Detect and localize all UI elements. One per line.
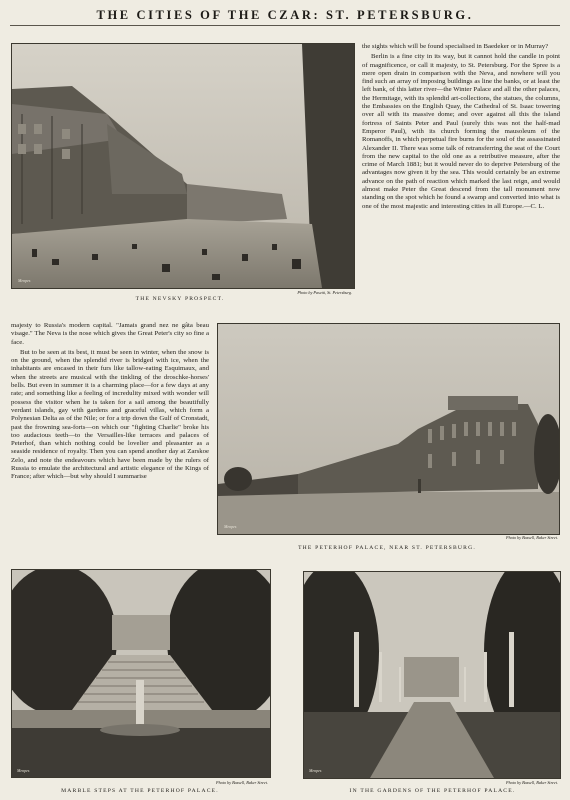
peterhof-caption: THE PETERHOF PALACE, NEAR ST. PETERSBURG. [298, 545, 476, 551]
article-left-column [11, 322, 209, 562]
nevsky-caption: THE NEVSKY PROSPECT. [135, 296, 225, 302]
gardens-credit: Photo by Bassell, Baker Street. [506, 780, 558, 785]
article-paragraph: Berlin is a fine city in its way, but it cannot hold the candle in point of magnificence, or call it majesty, to St. Petersburg. For the Spree is a mere open drain in comparison with the Neva, and nowhere will you find such an array of imposing buildings as line the banks, or at least the left bank, of this latter river—the Winter Palace and all the other palaces, the Hermitage, with its splendid art-collections, the statues, the columns, the Embassies on the English Quay, the Cathedral of St. Isaac towering over all with its massive dome; and over against all this the island fortress of Saints Peter and Paul (surely this was not the half-mad Emperor Paul), with its church forming the mausoleum of the Romanoffs, in which perpetual fire burns for the soul of the assassinated Alexander II. There was some talk of retransferring the seat of the Court from the new capital to the old one as a retributive measure, after the crime of March 1881; but it would never do to deprive Petersburg of the advantages now given it by the sea. This would certainly be an extreme advance on the path of reaction which marked the last reign, and would almost make Peter the Great descend from the tall monument now standing on the spot which he found a swamp and converted into what is one of the most majestic and interesting cities in all Europe.—C. L. [362, 53, 560, 210]
nevsky-credit: Photo by Pasetti, St. Petersburg. [297, 290, 352, 295]
nevsky-prospect-photo [11, 43, 355, 289]
svg-text:Menpes: Menpes [224, 524, 237, 529]
article-paragraph: But to be seen at its best, it must be seen in winter, when the snow is on the ground, when the splendid river is bridged with ice, when the inhabitants are encased in their furs like tallow-eating Esquimaux, and when the streets are musical with the tinkling of the droschke-horses' bells. But even in summer it is a charming place—for a few days at any rate; and something like a feeling of incredulity mixed with wonder will possess the visitor when he is taken for a sail among the beautifully verdant islands, gay with gardens and graceful villas, which form a Polynesian Delta as of the Nile; or for a trip down the Gulf of Cronstadt, past the frowning sea-forts—on which our "fighting Charlie" broke his too audacious teeth—to the Versailles-like terraces and palaces of Peterhof, than which nothing could be lovelier and pleasanter as a seaside residence of royalty. Then you can spend another day at Zarskoe Zelo, and note the endeavours which have been made by the rulers of Russia to emulate the architectural and artistic elegance of the Kings of France; after which—but why should I summarise [11, 348, 209, 481]
gardens-photo [303, 571, 561, 779]
peterhof-palace-photo [217, 323, 560, 535]
steps-caption: MARBLE STEPS AT THE PETERHOF PALACE. [61, 788, 219, 794]
gardens-caption: IN THE GARDENS OF THE PETERHOF PALACE. [349, 788, 516, 794]
svg-text:Menpes: Menpes [309, 768, 322, 773]
peterhof-credit: Photo by Bassell, Baker Street. [506, 535, 558, 540]
header-rule [10, 25, 560, 26]
article-paragraph: majesty to Russia's modern capital. "Jamais grand nez ne gâta beau visage." The Neva is the nose which gives the Great Peter's city so fine a face. [11, 322, 209, 346]
article-right-column [362, 43, 560, 293]
article-paragraph: the sights which will be found specialised in Baedeker or in Murray? [362, 43, 549, 50]
svg-text:Menpes: Menpes [17, 768, 30, 773]
steps-credit: Photo by Bassell, Baker Street. [216, 780, 268, 785]
marble-steps-photo [11, 569, 271, 778]
svg-text:Menpes: Menpes [18, 278, 31, 283]
page-title: THE CITIES OF THE CZAR: ST. PETERSBURG. [96, 8, 474, 22]
